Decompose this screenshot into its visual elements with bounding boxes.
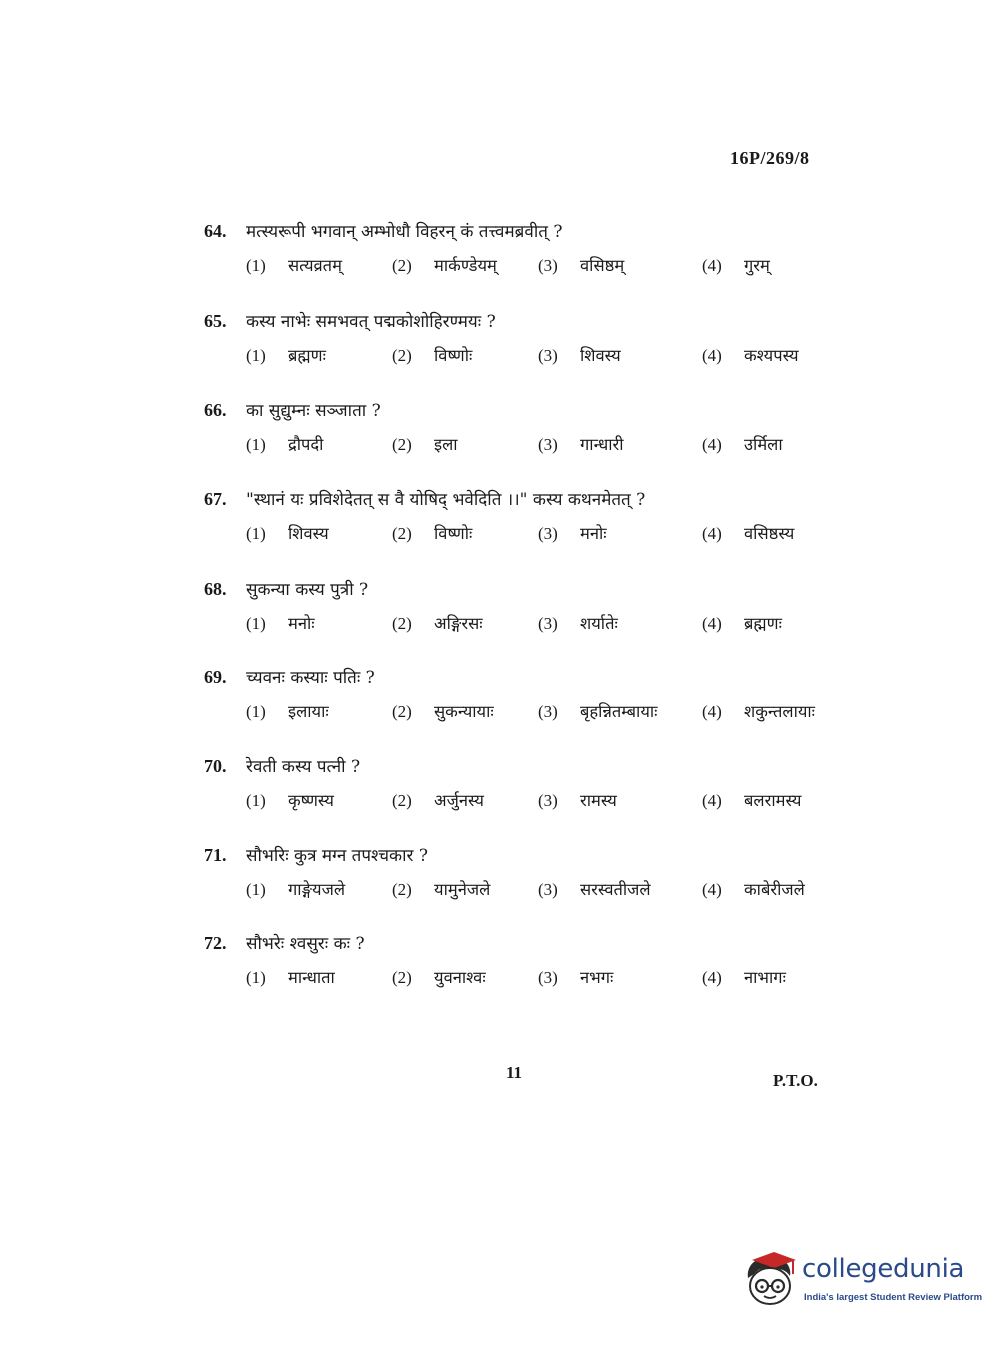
option-1 xyxy=(246,788,334,811)
option-2 xyxy=(392,877,490,900)
question-text: कस्य नाभेः समभवत् पद्मकोशोहिरण्मयः ? xyxy=(246,312,496,332)
option-4 xyxy=(702,877,805,900)
option-text: नाभागः xyxy=(744,968,786,987)
option-number: (3) xyxy=(538,256,558,275)
option-text: शकुन्तलायाः xyxy=(744,702,816,721)
option-text: अङ्गिरसः xyxy=(434,614,483,633)
option-text: मनोः xyxy=(580,524,607,543)
option-number: (2) xyxy=(392,346,412,365)
question-number: 71. xyxy=(204,845,227,865)
option-text: यामुनेजले xyxy=(434,880,491,899)
option-number: (4) xyxy=(702,346,722,365)
pto-label: P.T.O. xyxy=(773,1071,818,1090)
option-4 xyxy=(702,699,815,722)
option-text: रामस्य xyxy=(580,791,617,810)
option-text: गुरम् xyxy=(744,256,770,275)
option-text: कश्यपस्य xyxy=(744,346,799,365)
option-number: (4) xyxy=(702,256,722,275)
option-number: (1) xyxy=(246,880,266,899)
option-text: कृष्णस्य xyxy=(288,791,334,810)
option-4 xyxy=(702,521,794,544)
question-text: च्यवनः कस्याः पतिः ? xyxy=(246,668,375,688)
option-text: बलरामस्य xyxy=(744,791,802,810)
option-3 xyxy=(538,699,658,722)
option-number: (2) xyxy=(392,702,412,721)
question-70 xyxy=(204,754,864,834)
option-3 xyxy=(538,432,624,455)
option-number: (1) xyxy=(246,346,266,365)
question-number: 66. xyxy=(204,400,227,420)
option-number: (2) xyxy=(392,435,412,454)
option-number: (1) xyxy=(246,702,266,721)
option-1 xyxy=(246,432,323,455)
option-number: (3) xyxy=(538,968,558,987)
question-text: मत्स्यरूपी भगवान् अम्भोधौ विहरन् कं तत्त्वमब्रवीत् ? xyxy=(246,222,563,242)
option-1 xyxy=(246,699,329,722)
option-number: (3) xyxy=(538,614,558,633)
question-number: 67. xyxy=(204,489,227,509)
option-3 xyxy=(538,965,613,988)
option-text: वसिष्ठस्य xyxy=(744,524,795,543)
option-number: (4) xyxy=(702,702,722,721)
option-number: (2) xyxy=(392,791,412,810)
option-number: (1) xyxy=(246,791,266,810)
option-4 xyxy=(702,343,799,366)
option-text: विष्णोः xyxy=(434,524,473,543)
option-text: ब्रह्मणः xyxy=(744,614,782,633)
option-1 xyxy=(246,965,335,988)
option-text: गाङ्गेयजले xyxy=(288,880,346,899)
logo-brand: collegedunia xyxy=(802,1254,965,1284)
question-text: सुकन्या कस्य पुत्री ? xyxy=(246,580,369,600)
option-number: (1) xyxy=(246,256,266,275)
option-number: (2) xyxy=(392,968,412,987)
option-3 xyxy=(538,611,618,634)
option-text: युवनाश्वः xyxy=(434,968,486,987)
option-number: (1) xyxy=(246,614,266,633)
option-text: सरस्वतीजले xyxy=(580,880,651,899)
option-1 xyxy=(246,611,315,634)
option-2 xyxy=(392,521,472,544)
option-3 xyxy=(538,877,651,900)
option-number: (1) xyxy=(246,524,266,543)
option-2 xyxy=(392,965,486,988)
option-1 xyxy=(246,877,345,900)
option-text: मनोः xyxy=(288,614,315,633)
option-1 xyxy=(246,343,326,366)
question-number: 69. xyxy=(204,667,227,687)
question-65 xyxy=(204,309,864,389)
student-face-icon xyxy=(740,1250,800,1310)
question-64 xyxy=(204,219,864,299)
option-4 xyxy=(702,611,782,634)
option-text: काबेरीजले xyxy=(744,880,805,899)
option-text: गान्धारी xyxy=(580,435,624,454)
option-text: सुकन्यायाः xyxy=(434,702,494,721)
option-2 xyxy=(392,788,484,811)
question-71 xyxy=(204,843,864,923)
paper-code: 16P/269/8 xyxy=(730,148,810,168)
question-69 xyxy=(204,665,864,745)
option-number: (2) xyxy=(392,880,412,899)
option-2 xyxy=(392,699,494,722)
option-4 xyxy=(702,432,783,455)
option-text: उर्मिला xyxy=(744,435,783,454)
option-4 xyxy=(702,788,802,811)
option-text: बृहन्नितम्बायाः xyxy=(580,702,658,721)
option-3 xyxy=(538,253,624,276)
question-67 xyxy=(204,487,864,567)
option-number: (4) xyxy=(702,791,722,810)
option-number: (2) xyxy=(392,256,412,275)
option-number: (4) xyxy=(702,880,722,899)
question-number: 70. xyxy=(204,756,227,776)
option-text: मान्धाता xyxy=(288,968,335,987)
option-number: (3) xyxy=(538,791,558,810)
option-text: शिवस्य xyxy=(288,524,329,543)
option-text: वसिष्ठम् xyxy=(580,256,625,275)
option-number: (3) xyxy=(538,702,558,721)
option-text: विष्णोः xyxy=(434,346,473,365)
option-number: (4) xyxy=(702,968,722,987)
question-number: 65. xyxy=(204,311,227,331)
option-text: शर्यातेः xyxy=(580,614,618,633)
option-1 xyxy=(246,521,329,544)
option-text: ब्रह्मणः xyxy=(288,346,326,365)
option-text: सत्यव्रतम् xyxy=(288,256,342,275)
option-3 xyxy=(538,521,607,544)
option-2 xyxy=(392,253,497,276)
page-number: 11 xyxy=(506,1063,523,1082)
option-4 xyxy=(702,965,786,988)
question-text: सौभरेः श्वसुरः कः ? xyxy=(246,934,365,954)
option-number: (3) xyxy=(538,880,558,899)
option-3 xyxy=(538,788,617,811)
logo-tagline: India's largest Student Review Platform xyxy=(804,1292,983,1303)
question-number: 64. xyxy=(204,221,227,241)
question-68 xyxy=(204,577,864,657)
option-text: इला xyxy=(434,435,458,454)
option-text: शिवस्य xyxy=(580,346,621,365)
collegedunia-logo[interactable] xyxy=(740,1250,983,1312)
question-text: रेवती कस्य पत्नी ? xyxy=(246,757,361,777)
option-2 xyxy=(392,343,472,366)
option-3 xyxy=(538,343,621,366)
option-text: द्रौपदी xyxy=(288,435,324,454)
question-text: सौभरिः कुत्र मग्न तपश्चकार ? xyxy=(246,846,428,866)
option-number: (1) xyxy=(246,968,266,987)
option-number: (1) xyxy=(246,435,266,454)
question-text: का सुद्युम्नः सञ्जाता ? xyxy=(246,401,381,421)
option-number: (4) xyxy=(702,435,722,454)
option-text: नभगः xyxy=(580,968,614,987)
question-number: 68. xyxy=(204,579,227,599)
option-4 xyxy=(702,253,770,276)
option-1 xyxy=(246,253,342,276)
option-number: (4) xyxy=(702,614,722,633)
option-number: (2) xyxy=(392,524,412,543)
option-number: (3) xyxy=(538,346,558,365)
question-number: 72. xyxy=(204,933,227,953)
question-72 xyxy=(204,931,864,1011)
option-text: इलायाः xyxy=(288,702,329,721)
question-text: "स्थानं यः प्रविशेदेतत् स वै योषिद् भवेदिति ।।" कस्य कथनमेतत् ? xyxy=(246,490,646,510)
option-2 xyxy=(392,611,483,634)
option-2 xyxy=(392,432,458,455)
option-text: अर्जुनस्य xyxy=(434,791,484,810)
option-number: (3) xyxy=(538,524,558,543)
option-number: (3) xyxy=(538,435,558,454)
question-66 xyxy=(204,398,864,478)
option-number: (4) xyxy=(702,524,722,543)
option-number: (2) xyxy=(392,614,412,633)
option-text: मार्कण्डेयम् xyxy=(434,256,497,275)
